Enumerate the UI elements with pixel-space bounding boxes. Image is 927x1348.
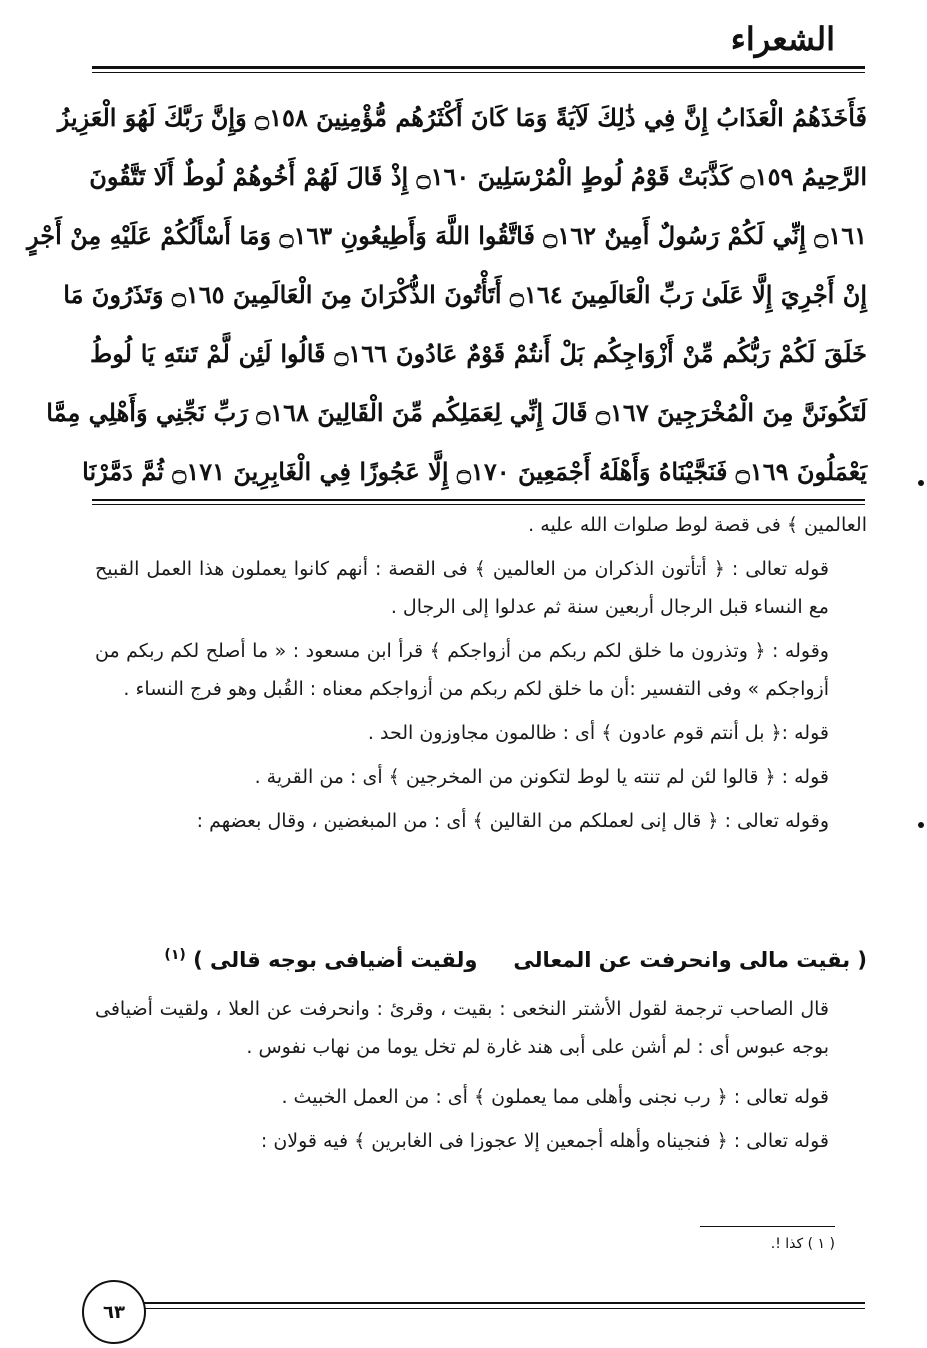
commentary-block-1 <box>95 506 867 840</box>
commentary-paragraph: قوله :﴿ بل أنتم قوم عادون ﴾ أى : ظالمون مجاوزون الحد . <box>367 722 829 744</box>
commentary-block-2 <box>95 990 867 1160</box>
footnote: ( ١ ) كذا !. <box>770 1236 835 1252</box>
footnote-marker: (١) <box>164 947 186 963</box>
quran-separator-rule <box>92 499 865 501</box>
header-rule-thick <box>92 66 865 69</box>
footer-rule-thin <box>140 1308 865 1309</box>
commentary-paragraph: قوله تعالى : ﴿ أتأتون الذكران من العالمين ﴾ فى القصة : أنهم كانوا يعملون هذا العمل القبيح مع النساء قبل الرجال أربعين سنة ثم عدلوا إلى الرجال . <box>95 558 829 618</box>
commentary-paragraph: قوله : ﴿ قالوا لئن لم تنته يا لوط لتكونن من المخرجين ﴾ أى : من القرية . <box>254 766 829 788</box>
commentary-paragraph: قوله تعالى : ﴿ رب نجنى وأهلى مما يعملون ﴾ أى : من العمل الخبيث . <box>281 1086 829 1108</box>
quran-line: لَتَكُونَنَّ مِنَ الْمُخْرَجِينَ ۝١٦٧ قَالَ إِنِّي لِعَمَلِكُم مِّنَ الْقَالِينَ ۝١٦٨ رَبِّ نَجِّنِي وَأَهْلِي مِمَّا <box>46 398 867 427</box>
header-rule-thin <box>92 72 865 73</box>
commentary-paragraph: العالمين ﴾ فى قصة لوط صلوات الله عليه . <box>528 514 867 536</box>
footer-rule-thick <box>140 1302 865 1304</box>
quran-line: يَعْمَلُونَ ۝١٦٩ فَنَجَّيْنَاهُ وَأَهْلَهُ أَجْمَعِينَ ۝١٧٠ إِلَّا عَجُوزًا فِي الْغَابِرِينَ ۝١٧١ ثُمَّ دَمَّرْنَا <box>82 457 867 486</box>
margin-dot <box>918 822 924 828</box>
quran-text-block <box>27 88 867 501</box>
verse-second-hemistich: ولقيت أضيافى بوجه قالى ) <box>193 948 478 972</box>
margin-dot <box>918 480 924 486</box>
commentary-paragraph: وقوله : ﴿ وتذرون ما خلق لكم ربكم من أزواجكم ﴾ قرأ ابن مسعود : « ما أصلح لكم ربكم من أزواجكم » وفى التفسير :أن ما خلق لكم ربكم من أزواجكم معناه : القُبل وهو فرج النساء . <box>95 640 829 700</box>
commentary-paragraph: قال الصاحب ترجمة لقول الأشتر النخعى : بقيت ، وقرئ : وانحرفت عن العلا ، ولقيت أضيافى بوجه عبوس أى : لم أشن على أبى هند غارة لم تخل يوما من نهاب نفوس . <box>95 998 829 1058</box>
poetry-verse <box>95 936 867 979</box>
quran-line: الرَّحِيمُ ۝١٥٩ كَذَّبَتْ قَوْمُ لُوطٍ الْمُرْسَلِينَ ۝١٦٠ إِذْ قَالَ لَهُمْ أَخُوهُمْ لُوطٌ أَلَا تَتَّقُونَ <box>89 162 867 191</box>
quran-line: خَلَقَ لَكُمْ رَبُّكُم مِّنْ أَزْوَاجِكُم بَلْ أَنتُمْ قَوْمٌ عَادُونَ ۝١٦٦ قَالُوا لَئِن لَّمْ تَنتَهِ يَا لُوطُ <box>90 339 867 368</box>
quran-line: ۝١٦١ إِنِّي لَكُمْ رَسُولٌ أَمِينٌ ۝١٦٢ فَاتَّقُوا اللَّهَ وَأَطِيعُونِ ۝١٦٣ وَمَا أَسْأَلُكُمْ عَلَيْهِ مِنْ أَجْرٍ <box>27 221 867 250</box>
commentary-paragraph: قوله تعالى : ﴿ فنجيناه وأهله أجمعين إلا عجوزا فى الغابرين ﴾ فيه قولان : <box>260 1130 829 1152</box>
quran-line: فَأَخَذَهُمُ الْعَذَابُ إِنَّ فِي ذَٰلِكَ لَآيَةً وَمَا كَانَ أَكْثَرُهُم مُّؤْمِنِينَ ۝١٥٨ وَإِنَّ رَبَّكَ لَهُوَ الْعَزِيزُ <box>57 103 867 132</box>
footnote-rule <box>700 1226 835 1227</box>
page-number: ٦٣ <box>82 1280 146 1344</box>
verse-first-hemistich: ( بقيت مالى وانحرفت عن المعالى <box>513 948 867 972</box>
page-header-title: الشعراء <box>730 20 835 58</box>
quran-separator-rule-thin <box>92 504 865 505</box>
commentary-paragraph: وقوله تعالى : ﴿ قال إنى لعملكم من القالين ﴾ أى : من المبغضين ، وقال بعضهم : <box>196 810 829 832</box>
quran-line: إِنْ أَجْرِيَ إِلَّا عَلَىٰ رَبِّ الْعَالَمِينَ ۝١٦٤ أَتَأْتُونَ الذُّكْرَانَ مِنَ الْعَالَمِينَ ۝١٦٥ وَتَذَرُونَ مَا <box>63 280 867 309</box>
